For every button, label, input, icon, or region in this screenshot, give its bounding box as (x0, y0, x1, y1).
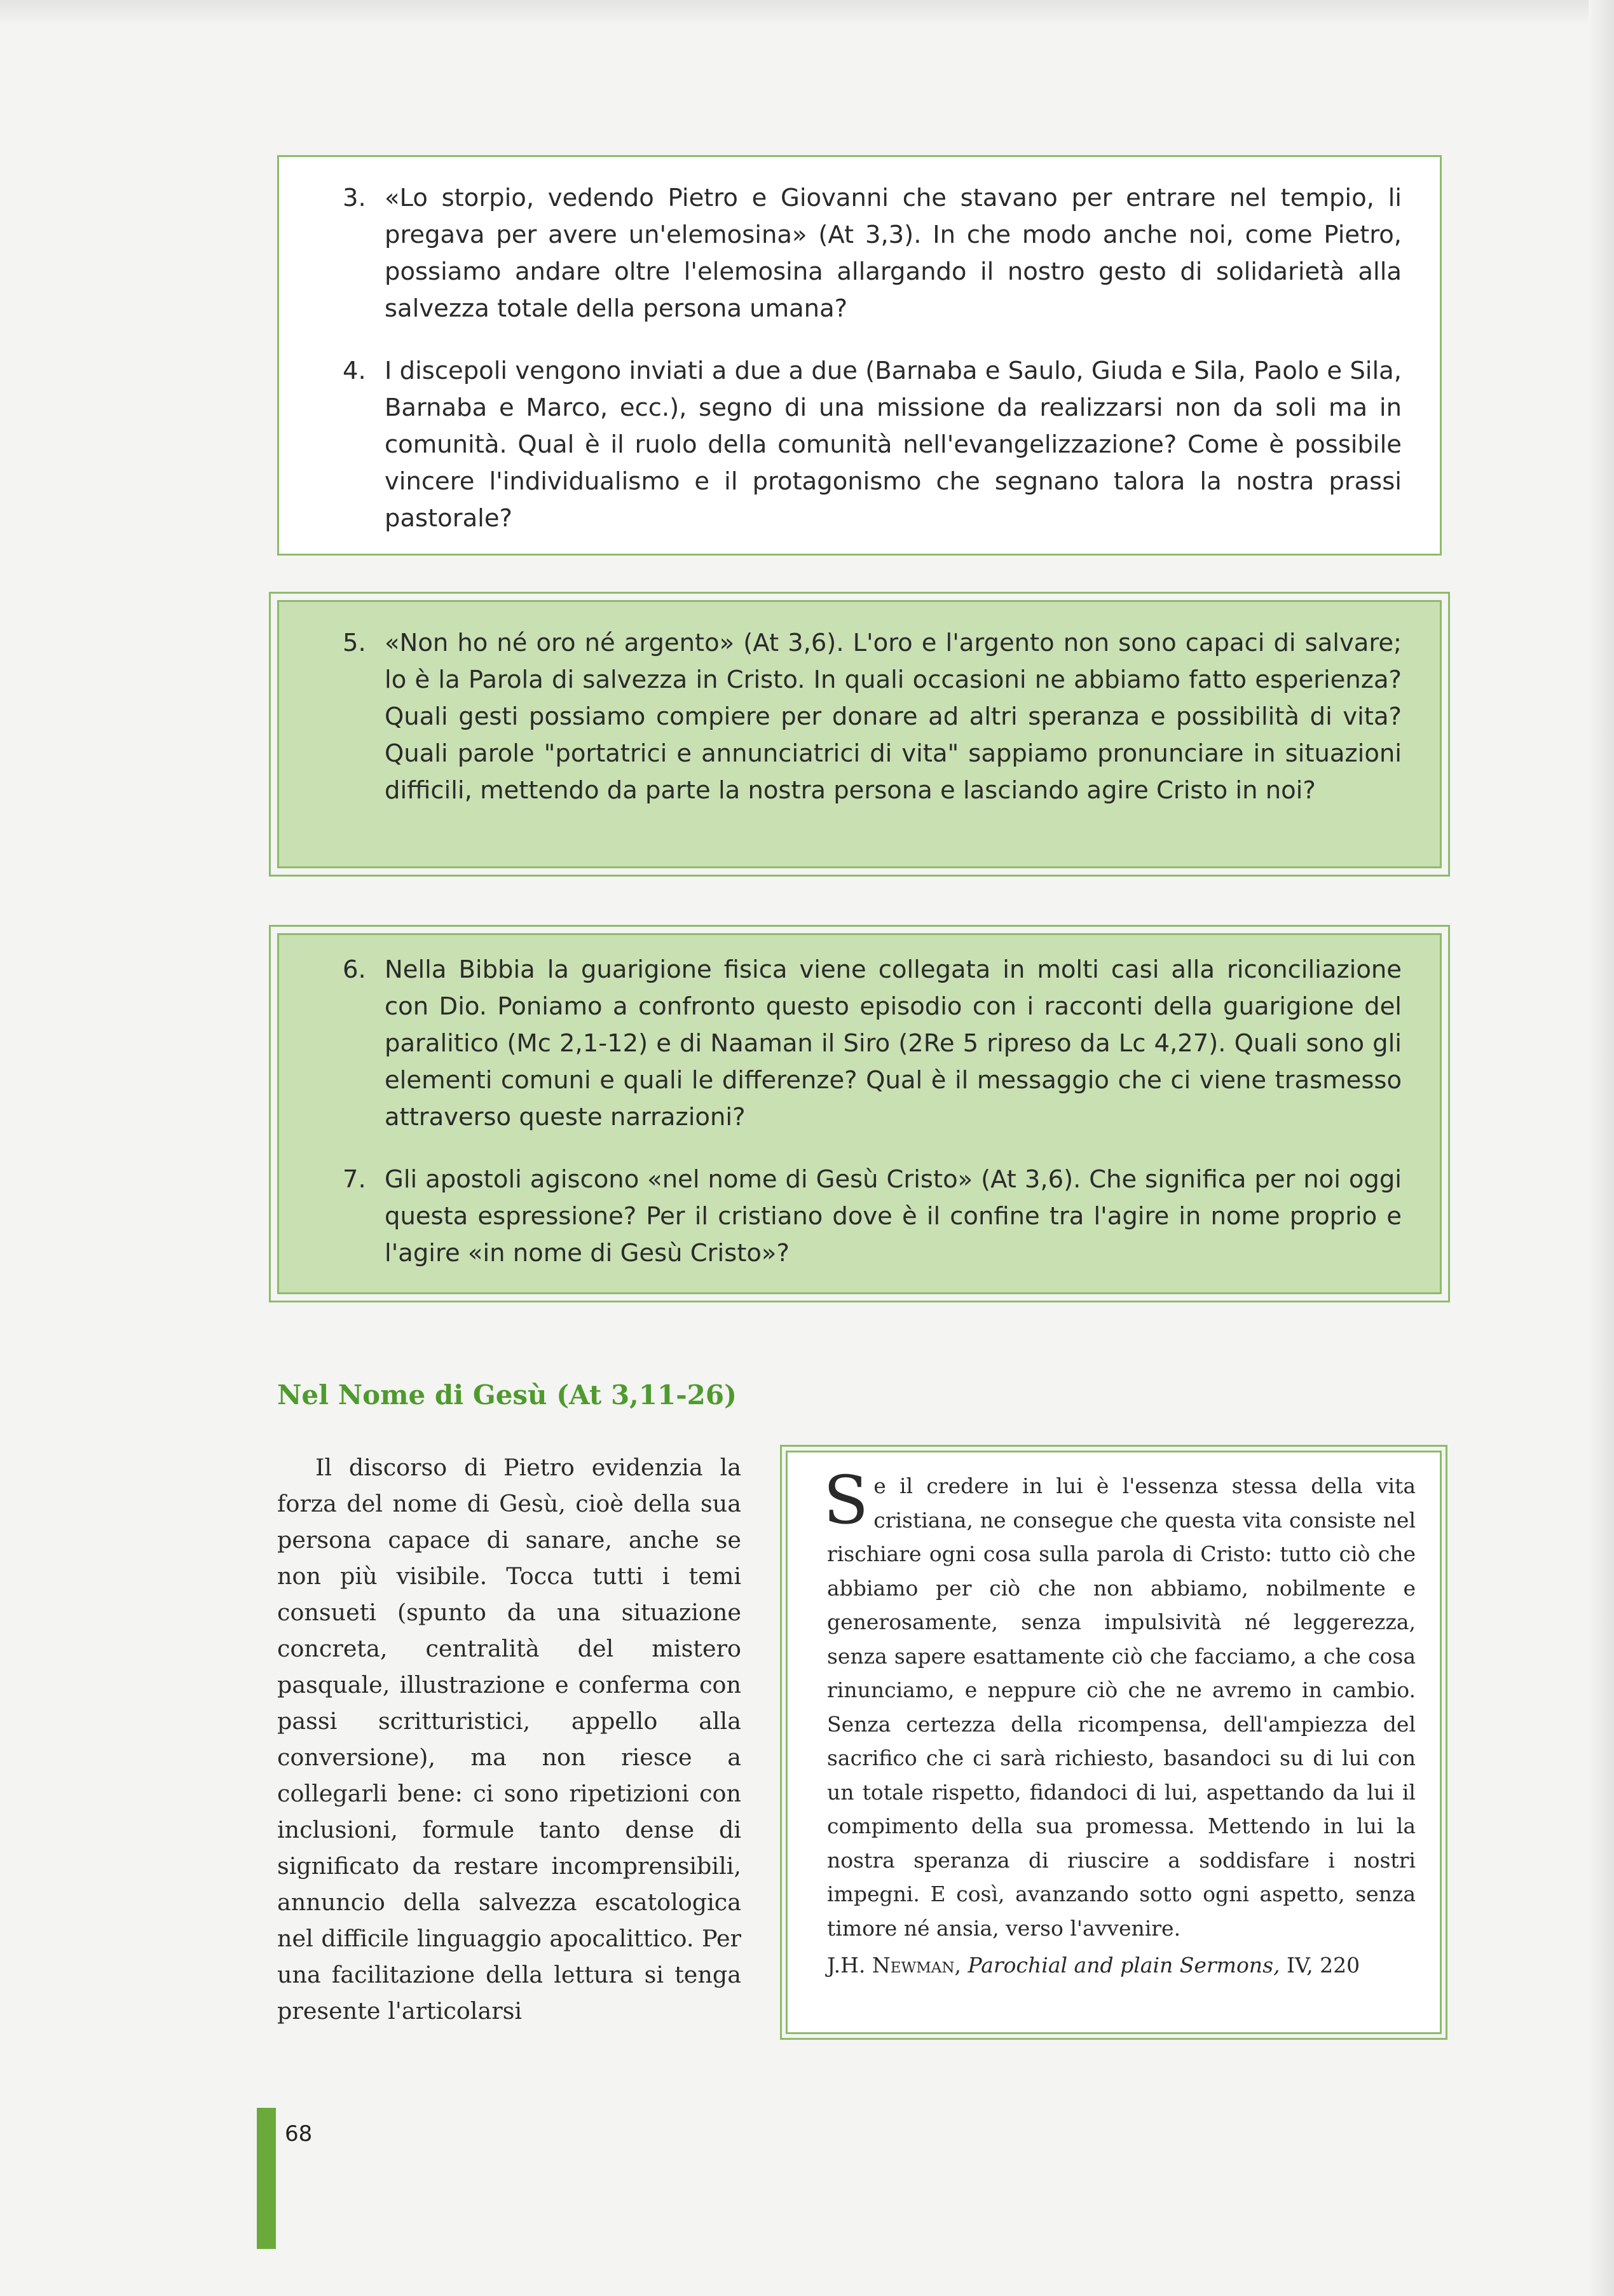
page-number: 68 (285, 2121, 313, 2147)
question-text: Nella Bibbia la guarigione fisica viene collegata in molti casi alla riconciliazione con Dio. Poniamo a confronto questo episodio con i racconti della guarigione del paralitico (Mc 2,1-12) e di Naaman il Siro (2Re 5 ripreso da Lc 4,27). Quali sono gli elementi comuni e quali le differenze? Qual è il messaggio che ci viene trasmesso attraverso queste narrazioni? (385, 955, 1402, 1131)
question-text: I discepoli vengono inviati a due a due (Barnaba e Saulo, Giuda e Sila, Paolo e Sila, Barnaba e Marco, ecc.), segno di una missione da realizzarsi non da soli ma in comunità. Qual è il ruolo della comunità nell'evangelizzazione? Come è possibile vincere l'individualismo e il protagonismo che segnano talora la nostra prassi pastorale? (385, 357, 1402, 533)
quote-attribution (827, 1948, 1416, 1983)
question-item (343, 625, 1402, 809)
quote-author: J.H. Newman, (827, 1953, 961, 1978)
question-number: 5. (343, 629, 366, 657)
questions-box-3 (277, 933, 1442, 1294)
page-accent-bar (257, 2108, 276, 2249)
quote-body: e il credere in lui è l'essenza stessa della vita cristiana, ne consegue che questa vita consiste nel rischiare ogni cosa sulla parola di Cristo: tutto ciò che abbiamo per ciò che non abbiamo, nobilmente e generosamente, senza impulsività né leggerezza, senza sapere esattamente ciò che facciamo, a che cosa rinunciamo, e neppure ciò che ne avremo in cambio. Senza certezza della ricompensa, dell'ampiezza del sacrifico che ci sarà richiesto, basandoci su di lui con un totale rispetto, fidandoci di lui, aspettando da lui il compimento della sua promessa. Mettendo in lui la nostra speranza di riuscire a soddisfare i nostri impegni. E così, avanzando sotto ogni aspetto, senza timore né ansia, verso l'avvenire. (827, 1473, 1416, 1941)
question-item (343, 1161, 1402, 1272)
body-paragraph: Il discorso di Pietro evidenzia la forza del nome di Gesù, cioè della sua persona capace di sanare, anche se non più visibile. Tocca tutti i temi consueti (spunto da una situazione concreta, centralità del mistero pasquale, illustrazione e conferma con passi scritturistici, appello alla conversione), ma non riesce a collegarli bene: ci sono ripetizioni con inclusioni, formule tanto dense di significato da restare incomprensibili, annuncio della salvezza escatologica nel difficile linguaggio apocalittico. Per una facilitazione della lettura si tenga presente l'articolarsi (277, 1454, 741, 2025)
question-text: Gli apostoli agiscono «nel nome di Gesù Cristo» (At 3,6). Che significa per noi oggi questa espressione? Per il cristiano dove è il confine tra l'agire in nome proprio e l'agire «in nome di Gesù Cristo»? (385, 1165, 1402, 1268)
question-text: «Lo storpio, vedendo Pietro e Giovanni che stavano per entrare nel tempio, li pregava per avere un'elemosina» (At 3,3). In che modo anche noi, come Pietro, possiamo andare oltre l'elemosina allargando il nostro gesto di solidarietà alla salvezza totale della persona umana? (385, 184, 1402, 323)
questions-box-1 (277, 155, 1442, 556)
question-item (343, 952, 1402, 1136)
quote-work: Parochial and plain Sermons, (968, 1953, 1280, 1978)
quote-box (786, 1451, 1442, 2034)
question-number: 3. (343, 184, 366, 212)
drop-cap: S (823, 1461, 869, 1539)
quote-reference: IV, 220 (1287, 1953, 1360, 1978)
quote-text (823, 1461, 1416, 1945)
page-edge-shadow-right (1589, 0, 1614, 2296)
question-number: 4. (343, 357, 366, 385)
section-title: Nel Nome di Gesù (At 3,11-26) (277, 1379, 737, 1411)
page-edge-shadow (0, 0, 1614, 25)
questions-box-2 (277, 600, 1442, 868)
question-item (343, 180, 1402, 327)
question-number: 6. (343, 955, 366, 984)
question-number: 7. (343, 1165, 366, 1194)
question-item (343, 353, 1402, 537)
question-text: «Non ho né oro né argento» (At 3,6). L'oro e l'argento non sono capaci di salvare; lo è la Parola di salvezza in Cristo. In quali occasioni ne abbiamo fatto esperienza? Quali gesti possiamo compiere per donare ad altri speranza e possibilità di vita? Quali parole "portatrici e annunciatrici di vita" sappiamo pronunciare in situazioni difficili, mettendo da parte la nostra persona e lasciando agire Cristo in noi? (385, 629, 1402, 805)
